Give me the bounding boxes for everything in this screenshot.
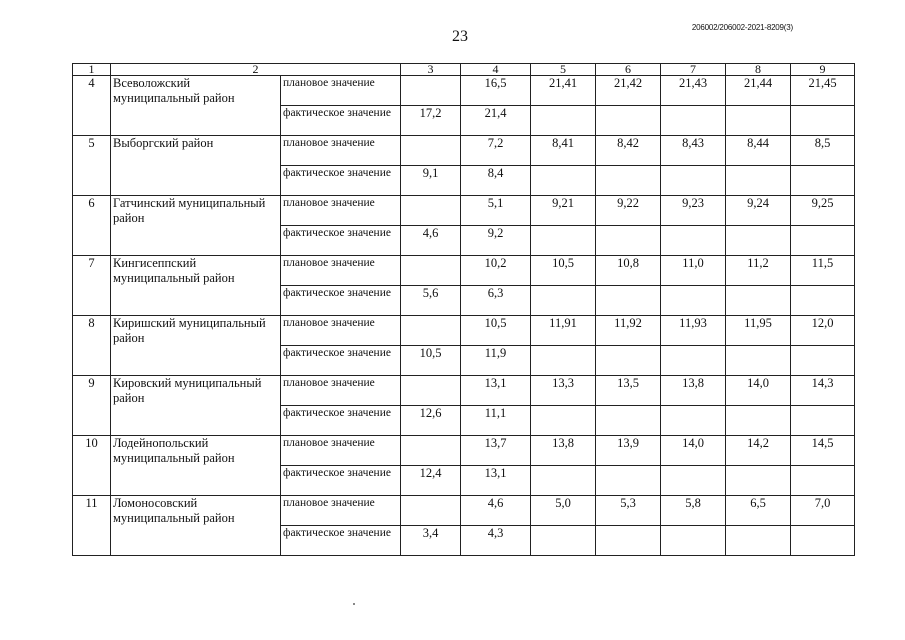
plan-value-cell: 10,5	[461, 316, 531, 346]
fact-value-cell	[596, 226, 661, 256]
plan-value-cell: 9,24	[726, 196, 791, 226]
fact-value-cell	[791, 166, 855, 196]
plan-value-cell: 10,8	[596, 256, 661, 286]
plan-value-cell: 8,42	[596, 136, 661, 166]
fact-value-cell: 13,1	[461, 466, 531, 496]
fact-value-cell	[791, 106, 855, 136]
plan-value-cell	[401, 376, 461, 406]
table-row-plan	[73, 436, 855, 466]
plan-value-cell	[401, 196, 461, 226]
plan-value-cell: 4,6	[461, 496, 531, 526]
fact-value-cell	[791, 466, 855, 496]
plan-value-cell	[401, 496, 461, 526]
plan-value-cell: 8,5	[791, 136, 855, 166]
fact-value-cell	[596, 286, 661, 316]
plan-value-cell: 13,5	[596, 376, 661, 406]
header-cell: 6	[596, 64, 661, 76]
fact-value-cell: 5,6	[401, 286, 461, 316]
fact-value-cell: 12,6	[401, 406, 461, 436]
row-number: 6	[73, 196, 111, 256]
fact-value-cell	[596, 466, 661, 496]
indicator-table	[72, 63, 855, 556]
fact-label: фактическое значение	[281, 346, 401, 376]
fact-value-cell	[726, 226, 791, 256]
table-body	[73, 64, 855, 556]
fact-value-cell	[726, 466, 791, 496]
plan-label: плановое значение	[281, 496, 401, 526]
fact-value-cell: 8,4	[461, 166, 531, 196]
table-row-plan	[73, 256, 855, 286]
plan-value-cell: 9,21	[531, 196, 596, 226]
fact-value-cell	[726, 346, 791, 376]
fact-value-cell	[661, 166, 726, 196]
fact-value-cell	[596, 106, 661, 136]
plan-value-cell: 10,5	[531, 256, 596, 286]
fact-value-cell	[531, 106, 596, 136]
plan-value-cell: 11,92	[596, 316, 661, 346]
plan-value-cell: 21,42	[596, 76, 661, 106]
plan-value-cell	[401, 76, 461, 106]
plan-value-cell	[401, 316, 461, 346]
plan-value-cell: 13,9	[596, 436, 661, 466]
plan-label: плановое значение	[281, 376, 401, 406]
table-row-plan	[73, 136, 855, 166]
plan-value-cell: 21,43	[661, 76, 726, 106]
fact-value-cell: 6,3	[461, 286, 531, 316]
plan-value-cell	[401, 436, 461, 466]
row-number: 11	[73, 496, 111, 556]
plan-value-cell: 9,22	[596, 196, 661, 226]
header-cell: 4	[461, 64, 531, 76]
plan-value-cell: 10,2	[461, 256, 531, 286]
plan-value-cell: 11,2	[726, 256, 791, 286]
district-name: Лодейнопольский муниципальный район	[111, 436, 281, 496]
fact-value-cell: 11,9	[461, 346, 531, 376]
fact-value-cell: 3,4	[401, 526, 461, 556]
table-row-plan	[73, 76, 855, 106]
district-name: Кировский муниципальный район	[111, 376, 281, 436]
fact-value-cell	[661, 346, 726, 376]
plan-value-cell: 6,5	[726, 496, 791, 526]
plan-value-cell: 9,25	[791, 196, 855, 226]
district-name: Выборгский район	[111, 136, 281, 196]
plan-value-cell: 21,41	[531, 76, 596, 106]
fact-value-cell	[791, 346, 855, 376]
header-cell: 3	[401, 64, 461, 76]
fact-value-cell: 21,4	[461, 106, 531, 136]
header-cell: 7	[661, 64, 726, 76]
row-number: 7	[73, 256, 111, 316]
fact-value-cell	[726, 406, 791, 436]
row-number: 4	[73, 76, 111, 136]
plan-label: плановое значение	[281, 76, 401, 106]
district-name: Ломоносовский муниципальный район	[111, 496, 281, 556]
fact-value-cell: 10,5	[401, 346, 461, 376]
plan-value-cell: 5,0	[531, 496, 596, 526]
fact-value-cell: 11,1	[461, 406, 531, 436]
row-number: 10	[73, 436, 111, 496]
scan-speck	[353, 603, 355, 605]
fact-value-cell	[661, 106, 726, 136]
fact-value-cell	[726, 286, 791, 316]
fact-label: фактическое значение	[281, 106, 401, 136]
plan-value-cell: 7,0	[791, 496, 855, 526]
plan-value-cell: 14,3	[791, 376, 855, 406]
fact-value-cell: 9,2	[461, 226, 531, 256]
plan-value-cell: 7,2	[461, 136, 531, 166]
plan-value-cell: 11,95	[726, 316, 791, 346]
plan-value-cell: 13,8	[531, 436, 596, 466]
fact-value-cell	[531, 406, 596, 436]
table-row-plan	[73, 196, 855, 226]
header-row	[73, 64, 855, 76]
table-row-plan	[73, 376, 855, 406]
district-name: Гатчинский муниципальный район	[111, 196, 281, 256]
fact-value-cell: 12,4	[401, 466, 461, 496]
fact-value-cell	[726, 106, 791, 136]
fact-value-cell	[661, 286, 726, 316]
fact-value-cell	[596, 406, 661, 436]
header-cell: 5	[531, 64, 596, 76]
plan-value-cell: 5,8	[661, 496, 726, 526]
fact-label: фактическое значение	[281, 406, 401, 436]
fact-value-cell	[791, 226, 855, 256]
fact-value-cell	[596, 166, 661, 196]
fact-label: фактическое значение	[281, 286, 401, 316]
header-cell: 1	[73, 64, 111, 76]
header-cell: 8	[726, 64, 791, 76]
district-name: Всеволожский муниципальный район	[111, 76, 281, 136]
row-number: 8	[73, 316, 111, 376]
fact-value-cell	[661, 226, 726, 256]
header-cell: 2	[111, 64, 401, 76]
fact-value-cell	[661, 466, 726, 496]
table-row-plan	[73, 316, 855, 346]
district-name: Киришский муниципальный район	[111, 316, 281, 376]
plan-value-cell: 11,5	[791, 256, 855, 286]
plan-value-cell: 13,3	[531, 376, 596, 406]
plan-value-cell: 16,5	[461, 76, 531, 106]
fact-value-cell	[531, 466, 596, 496]
fact-value-cell	[531, 526, 596, 556]
plan-value-cell: 9,23	[661, 196, 726, 226]
fact-value-cell	[791, 406, 855, 436]
plan-value-cell: 21,45	[791, 76, 855, 106]
fact-value-cell: 4,3	[461, 526, 531, 556]
fact-label: фактическое значение	[281, 466, 401, 496]
fact-value-cell	[531, 166, 596, 196]
fact-value-cell	[531, 346, 596, 376]
plan-value-cell: 8,43	[661, 136, 726, 166]
fact-value-cell	[531, 286, 596, 316]
plan-value-cell: 21,44	[726, 76, 791, 106]
plan-value-cell: 11,93	[661, 316, 726, 346]
plan-value-cell: 13,1	[461, 376, 531, 406]
fact-label: фактическое значение	[281, 226, 401, 256]
fact-label: фактическое значение	[281, 526, 401, 556]
plan-value-cell: 8,41	[531, 136, 596, 166]
fact-value-cell	[726, 526, 791, 556]
plan-label: плановое значение	[281, 196, 401, 226]
plan-value-cell: 13,7	[461, 436, 531, 466]
fact-value-cell: 17,2	[401, 106, 461, 136]
plan-label: плановое значение	[281, 436, 401, 466]
plan-value-cell: 11,91	[531, 316, 596, 346]
plan-value-cell: 13,8	[661, 376, 726, 406]
plan-value-cell: 14,2	[726, 436, 791, 466]
header-cell: 9	[791, 64, 855, 76]
plan-value-cell: 11,0	[661, 256, 726, 286]
row-number: 9	[73, 376, 111, 436]
fact-value-cell	[726, 166, 791, 196]
fact-value-cell: 9,1	[401, 166, 461, 196]
plan-value-cell: 8,44	[726, 136, 791, 166]
fact-value-cell	[791, 286, 855, 316]
plan-value-cell: 14,0	[726, 376, 791, 406]
plan-value-cell: 12,0	[791, 316, 855, 346]
fact-value-cell	[596, 346, 661, 376]
plan-value-cell: 5,3	[596, 496, 661, 526]
page-number: 23	[452, 28, 468, 45]
plan-value-cell: 14,5	[791, 436, 855, 466]
plan-value-cell	[401, 256, 461, 286]
fact-label: фактическое значение	[281, 166, 401, 196]
fact-value-cell	[661, 406, 726, 436]
row-number: 5	[73, 136, 111, 196]
table-row-plan	[73, 496, 855, 526]
fact-value-cell	[531, 226, 596, 256]
fact-value-cell	[596, 526, 661, 556]
plan-label: плановое значение	[281, 256, 401, 286]
plan-label: плановое значение	[281, 136, 401, 166]
fact-value-cell: 4,6	[401, 226, 461, 256]
document-id: 206002/206002-2021-8209(3)	[691, 23, 793, 32]
plan-value-cell: 14,0	[661, 436, 726, 466]
plan-value-cell: 5,1	[461, 196, 531, 226]
fact-value-cell	[661, 526, 726, 556]
district-name: Кингисеппский муниципальный район	[111, 256, 281, 316]
plan-value-cell	[401, 136, 461, 166]
fact-value-cell	[791, 526, 855, 556]
plan-label: плановое значение	[281, 316, 401, 346]
